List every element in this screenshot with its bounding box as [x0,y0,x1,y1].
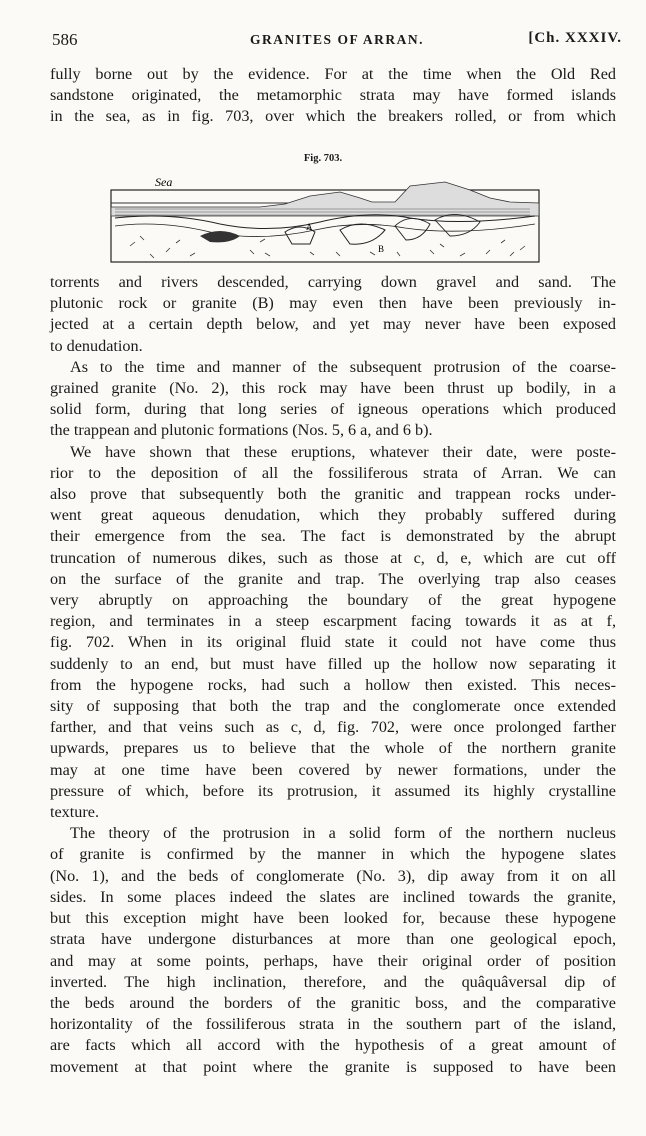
text-line: movement at that point where the granite is supposed to have been [50,1057,616,1076]
text-line: We have shown that these eruptions, whatever their date, were poste- [70,442,616,461]
text-line: fig. 702. When in its original fluid state it could not have come thus [50,633,616,652]
text-line: jected at a certain depth below, and yet may never have been exposed [50,315,616,334]
text-line: and may at some points, perhaps, have their original order of position [50,951,616,970]
running-title: GRANITES OF ARRAN. [250,32,424,47]
text-line: on the surface of the granite and trap. The overlying trap also ceases [50,569,616,588]
figure-caption: Fig. 703. [303,153,343,164]
text-line: their emergence from the sea. The fact is demonstrated by the abrupt [50,527,616,546]
text-line: The theory of the protrusion in a solid form of the northern nucleus [70,824,616,843]
text-line: plutonic rock or granite (B) may even then have been previously in- [50,294,616,313]
text-line: also prove that subsequently both the granitic and trappean rocks under- [50,485,616,504]
text-line: farther, and that veins such as c, d, fig. 702, were once prolonged farther [50,718,616,737]
text-line: texture. [50,803,99,822]
text-line: (No. 1), and the beds of conglomerate (No. 3), dip away from it on all [50,866,616,885]
figure-label-sea: Sea [155,175,173,189]
text-line: from the hypogene rocks, had such a hollow then existed. This neces- [50,675,616,694]
text-line: very abruptly on approaching the boundary of the great hypogene [50,591,616,610]
figure-label-a: A [306,222,313,232]
text-line: strata have undergone disturbances at more than one geological epoch, [50,930,616,949]
paragraph-body [50,272,616,1078]
text-line: sandstone originated, the metamorphic strata may have formed islands [50,86,616,105]
chapter-ref: [Ch. XXXIV. [528,30,622,46]
text-line: solid form, during that long series of igneous operations which produced [50,400,616,419]
text-line: truncation of numerous dikes, such as those at c, d, e, which are cut off [50,548,616,567]
text-line: rior to the deposition of all the fossiliferous strata of Arran. We can [50,463,616,482]
text-line: but this exception might have been looked for, because these hypogene [50,909,616,928]
text-line: may at one time have been covered by newer formations, under the [50,760,616,779]
text-line: suddenly to an end, but must have filled up the hollow now separating it [50,654,616,673]
geological-section-figure [110,174,540,264]
text-line: region, and terminates in a steep escarpment facing towards it as at f, [50,612,616,631]
text-line: fully borne out by the evidence. For at the time when the Old Red [50,65,616,83]
figure-label-b: B [378,244,385,254]
text-line: torrents and rivers descended, carrying down gravel and sand. The [50,273,616,291]
text-line: horizontality of the fossiliferous strata in the southern part of the island, [50,1015,616,1034]
text-line: are facts which all accord with the hypothesis of a great amount of [50,1036,616,1055]
text-line: pressure of which, before its protrusion, it assumed its highly crystalline [50,781,616,800]
text-line: As to the time and manner of the subsequent protrusion of the coarse- [70,357,616,376]
text-line: to denudation. [50,336,143,355]
text-line: sity of supposing that both the trap and the conglomerate once extended [50,697,616,716]
text-line: the beds around the borders of the granitic boss, and the comparative [50,993,616,1012]
text-line: in the sea, as in fig. 703, over which the breakers rolled, or from which [50,107,616,126]
text-line: grained granite (No. 2), this rock may have been thrust up bodily, in a [50,379,616,398]
text-line: upwards, prepares us to believe that the whole of the northern granite [50,739,616,758]
paragraph-intro [50,64,616,128]
text-line: inverted. The high inclination, therefore, and the quâquâversal dip of [50,972,616,991]
running-header [52,30,622,54]
text-line: the trappean and plutonic formations (Nos. 5, 6 a, and 6 b). [50,421,433,440]
text-line: sides. In some places indeed the slates are inclined towards the granite, [50,887,616,906]
text-line: of granite is confirmed by the manner in which the hypogene slates [50,845,616,864]
text-line: went great aqueous denudation, which they probably suffered during [50,506,616,525]
page-number: 586 [52,30,78,49]
